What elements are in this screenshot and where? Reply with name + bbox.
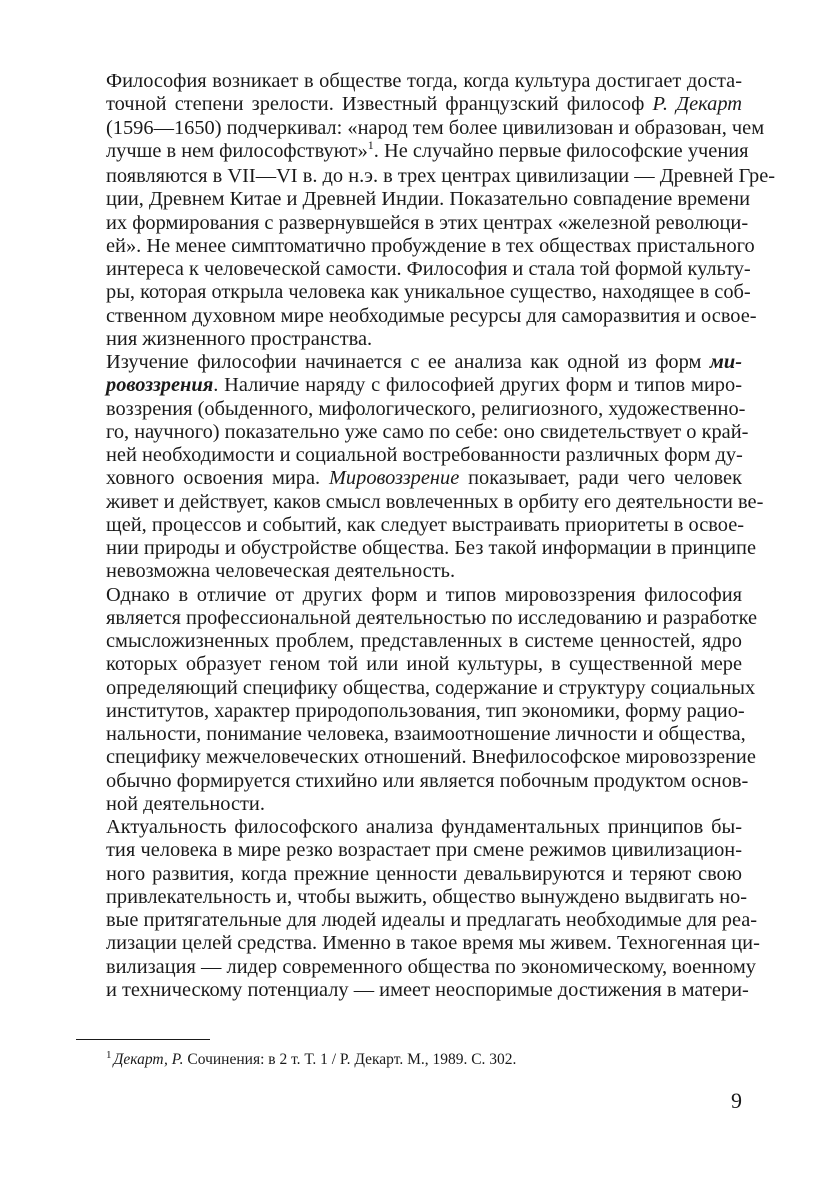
footnote-divider bbox=[76, 1039, 210, 1040]
paragraph-2 bbox=[76, 351, 764, 584]
text-line: которых образует геном той или иной культуры, в существенной мере bbox=[106, 653, 742, 676]
text-line: живет и действует, каков смысл вовлеченных в орбиту его деятельности ве- bbox=[106, 490, 764, 513]
text-line: воззрения (обыденного, мифологического, религиозного, художественно- bbox=[106, 397, 746, 420]
text-line: ей». Не менее симптоматично пробуждение в тех обществах пристального bbox=[106, 234, 755, 257]
text-line: является профессиональной деятельностью по исследованию и разработке bbox=[106, 606, 758, 629]
text-line: привлекательность и, чтобы выжить, общество вынуждено выдвигать но- bbox=[106, 885, 748, 908]
text-line: специфику межчеловеческих отношений. Внефилософское мировоззрение bbox=[106, 746, 756, 769]
text-line: смысложизненных проблем, представленных в системе ценностей, ядро bbox=[106, 630, 742, 652]
text-line: ровоззрения. Наличие наряду с философией других форм и типов миро- bbox=[106, 374, 742, 397]
key-term: ровоззрения bbox=[106, 374, 214, 397]
text-line: лизации целей средства. Именно в такое время мы живем. Техногенная ци- bbox=[106, 932, 760, 955]
text-line: ции, Древнем Китае и Древней Индии. Показательно совпадение времени bbox=[106, 188, 751, 211]
text-line: ния жизненного пространства. bbox=[106, 327, 373, 350]
key-term: ми- bbox=[709, 351, 742, 373]
text-line: точной степени зрелости. Известный французский философ Р. Декарт bbox=[106, 93, 742, 116]
text-line: ховного освоения мира. Мировоззрение показывает, ради чего человек bbox=[106, 467, 742, 490]
paragraph-4 bbox=[76, 816, 760, 1002]
text-line: Философия возникает в обществе тогда, когда культура достигает доста- bbox=[106, 70, 742, 92]
text-line: появляются в VII—VI в. до н.э. в трех центрах цивилизации — Древней Гре- bbox=[106, 165, 776, 187]
text-line: (1596—1650) подчеркивал: «народ тем более цивилизован и образован, чем bbox=[106, 116, 765, 139]
text-line: вилизация — лидер современного общества по экономическому, военному bbox=[106, 955, 756, 978]
text-line: интереса к человеческой самости. Философия и стала той формой культу- bbox=[106, 258, 751, 280]
text-line: ного развития, когда прежние ценности девальвируются и теряют свою bbox=[106, 862, 742, 885]
text-line: и техническому потенциалу — имеет неоспоримые достижения в матери- bbox=[106, 978, 749, 1001]
text-line: Изучение философии начинается с ее анализа как одной из форм ми- bbox=[106, 351, 742, 373]
footnote bbox=[106, 1051, 516, 1070]
text-line: их формирования с развернувшейся в этих центрах «железной революци- bbox=[106, 211, 749, 234]
text-line: ной деятельности. bbox=[106, 792, 265, 815]
text-line: нии природы и обустройстве общества. Без такой информации в принципе bbox=[106, 537, 757, 559]
text-line: институтов, характер природопользования, тип экономики, форму рацио- bbox=[106, 699, 745, 722]
footnote-author: Декарт, Р. bbox=[113, 1051, 184, 1068]
text-line: обычно формируется стихийно или является побочным продуктом основ- bbox=[106, 769, 749, 792]
footnote-text: Сочинения: в 2 т. Т. 1 / Р. Декарт. М., 1989. С. 302. bbox=[183, 1051, 517, 1068]
text-line: ней необходимости и социальной востребованности различных форм ду- bbox=[106, 444, 743, 466]
text-line: ственном духовном мире необходимые ресурсы для саморазвития и освое- bbox=[106, 304, 757, 327]
paragraph-1 bbox=[76, 70, 776, 351]
footnote-ref: 1 bbox=[367, 137, 374, 152]
text-line: ры, которая открыла человека как уникальное существо, находящее в соб- bbox=[106, 281, 751, 304]
text-line: Однако в отличие от других форм и типов мировоззрения философия bbox=[106, 583, 742, 606]
text-line: определяющий специфику общества, содержание и структуру социальных bbox=[106, 676, 756, 699]
text-line: Актуальность философского анализа фундаментальных принципов бы- bbox=[106, 816, 742, 838]
italic-term: Мировоззрение bbox=[328, 467, 460, 490]
author-name: Р. Декарт bbox=[652, 93, 742, 116]
main-text bbox=[76, 70, 776, 1002]
page-number: 9 bbox=[731, 1088, 742, 1113]
text-line: щей, процессов и событий, как следует выстраивать приоритеты в освое- bbox=[106, 513, 745, 536]
paragraph-3 bbox=[76, 583, 758, 817]
text-line: тия человека в мире резко возрастает при смене режимов цивилизацион- bbox=[106, 839, 742, 862]
text-line: нальности, понимание человека, взаимоотношение личности и общества, bbox=[106, 723, 746, 745]
text-line: го, научного) показательно уже само по себе: оно свидетельствует о край- bbox=[106, 420, 749, 443]
text-line: невозможна человеческая деятельность. bbox=[106, 560, 456, 583]
footnote-mark: 1 bbox=[106, 1049, 112, 1061]
text-line: лучше в нем философствуют»$^1$. Не случайно первые философские учения bbox=[106, 137, 749, 162]
text-line: вые притягательные для людей идеалы и предлагать необходимые для реа- bbox=[106, 909, 758, 931]
